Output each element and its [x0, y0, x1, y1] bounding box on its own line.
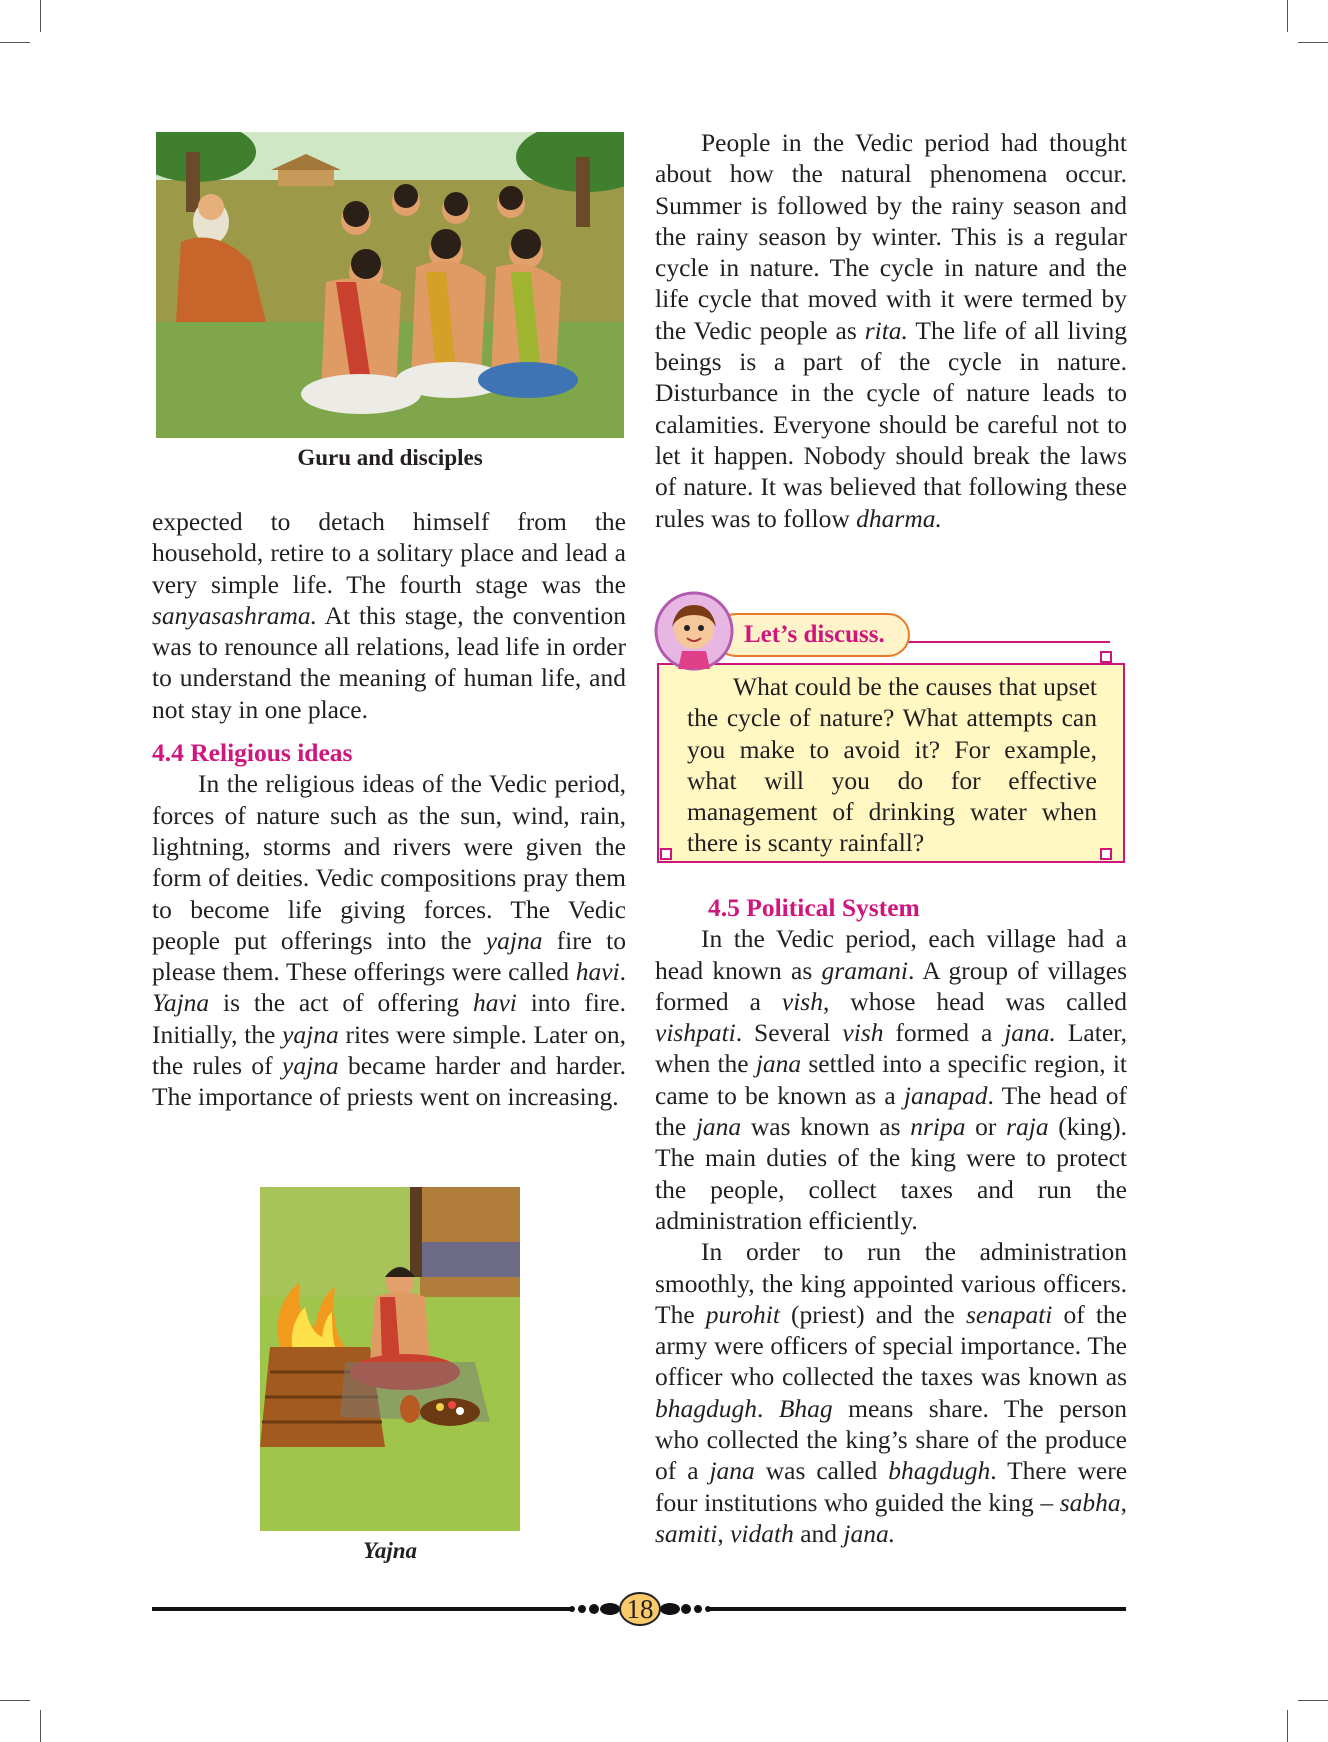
crop-mark	[1298, 1700, 1328, 1701]
footer-rule-left	[152, 1607, 572, 1611]
section-4-5-heading: 4.5 Political System	[708, 893, 920, 922]
crop-mark	[1298, 42, 1328, 43]
crop-mark	[40, 0, 41, 32]
footer-rule-right	[708, 1607, 1126, 1611]
right-paragraph-3: In order to run the administration smoothly, the king appointed various officers. The purohit (priest) and the senapati of the army were officers of special importance. The officer who collected the taxes was known as bhagdugh. Bhag means share. The person who collected the king’s share of the produce of a jana was called bhagdugh. There were four institutions who guided the king – sabha, samiti, vidath and jana.	[655, 1237, 1128, 1548]
box-corner-ornament	[1100, 848, 1112, 860]
box-corner-ornament	[1100, 651, 1112, 663]
tag-rule	[908, 641, 1110, 643]
footer-ornament-right	[658, 1603, 714, 1615]
crop-mark	[1287, 1710, 1288, 1742]
crop-mark	[40, 1710, 41, 1742]
box-corner-ornament	[660, 848, 672, 860]
right-paragraph-1: People in the Vedic period had thought about how the natural phenomena occur. Summer is followed by the rainy season and the rainy season by winter. This is a regular cycle in nature. The cycle in nature and the life cycle that moved with it were termed by the Vedic people as rita. The life of all living beings is a part of the cycle in nature. Disturbance in the cycle of nature leads to calamities. Everyone should be careful not to let it happen. Nobody should break the laws of nature. It was believed that following these rules was to follow dharma.	[655, 128, 1127, 533]
yajna-figure-caption: Yajna	[362, 1538, 418, 1563]
left-paragraph-1: expected to detach himself from the household, retire to a solitary place and lead a very simple life. The fourth stage was the sanyasashrama. At this stage, the convention was to renounce all relations, lead life in order to understand the meaning of human life, and not stay in one place.	[152, 507, 626, 724]
right-column-top	[655, 127, 1127, 534]
left-column	[152, 506, 626, 1113]
page-number: 18	[619, 1592, 661, 1626]
footer-ornament-left	[566, 1603, 622, 1615]
crop-mark	[0, 42, 30, 43]
guru-disciples-illustration	[156, 132, 624, 438]
crop-mark	[1287, 0, 1288, 32]
guru-figure-caption: Guru and disciples	[297, 445, 483, 470]
right-column-bottom	[655, 892, 1127, 1549]
left-paragraph-2: In the religious ideas of the Vedic period, forces of nature such as the sun, wind, rain, lightning, storms and rivers were given the form of deities. Vedic compositions pray them to become life giving forces. The Vedic people put offerings into the yajna fire to please them. These offerings were called havi. Yajna is the act of offering havi into fire. Initially, the yajna rites were simple. Later on, the rules of yajna became harder and harder. The importance of priests went on increasing.	[152, 769, 627, 1112]
girl-avatar-icon	[654, 591, 734, 671]
lets-discuss-label: Let’s discuss.	[714, 613, 910, 657]
section-4-4-heading: 4.4 Religious ideas	[152, 738, 353, 768]
right-paragraph-2: In the Vedic period, each village had a head known as gramani. A group of villages formed a vish, whose head was called vishpati. Several vish formed a jana. Later, when the jana settled into a specific region, it came to be known as a janapad. The head of the jana was known as nripa or raja (king). The main duties of the king were to protect the people, collect taxes and run the administration efficiently.	[655, 924, 1128, 1235]
yajna-illustration	[260, 1187, 520, 1531]
lets-discuss-box	[657, 663, 1125, 863]
lets-discuss-text: What could be the causes that upset the cycle of nature? What attempts can you make to avoid it? For example, what will you do for effective management of drinking water when there is scanty rainfall?	[687, 672, 1097, 858]
crop-mark	[0, 1700, 30, 1701]
